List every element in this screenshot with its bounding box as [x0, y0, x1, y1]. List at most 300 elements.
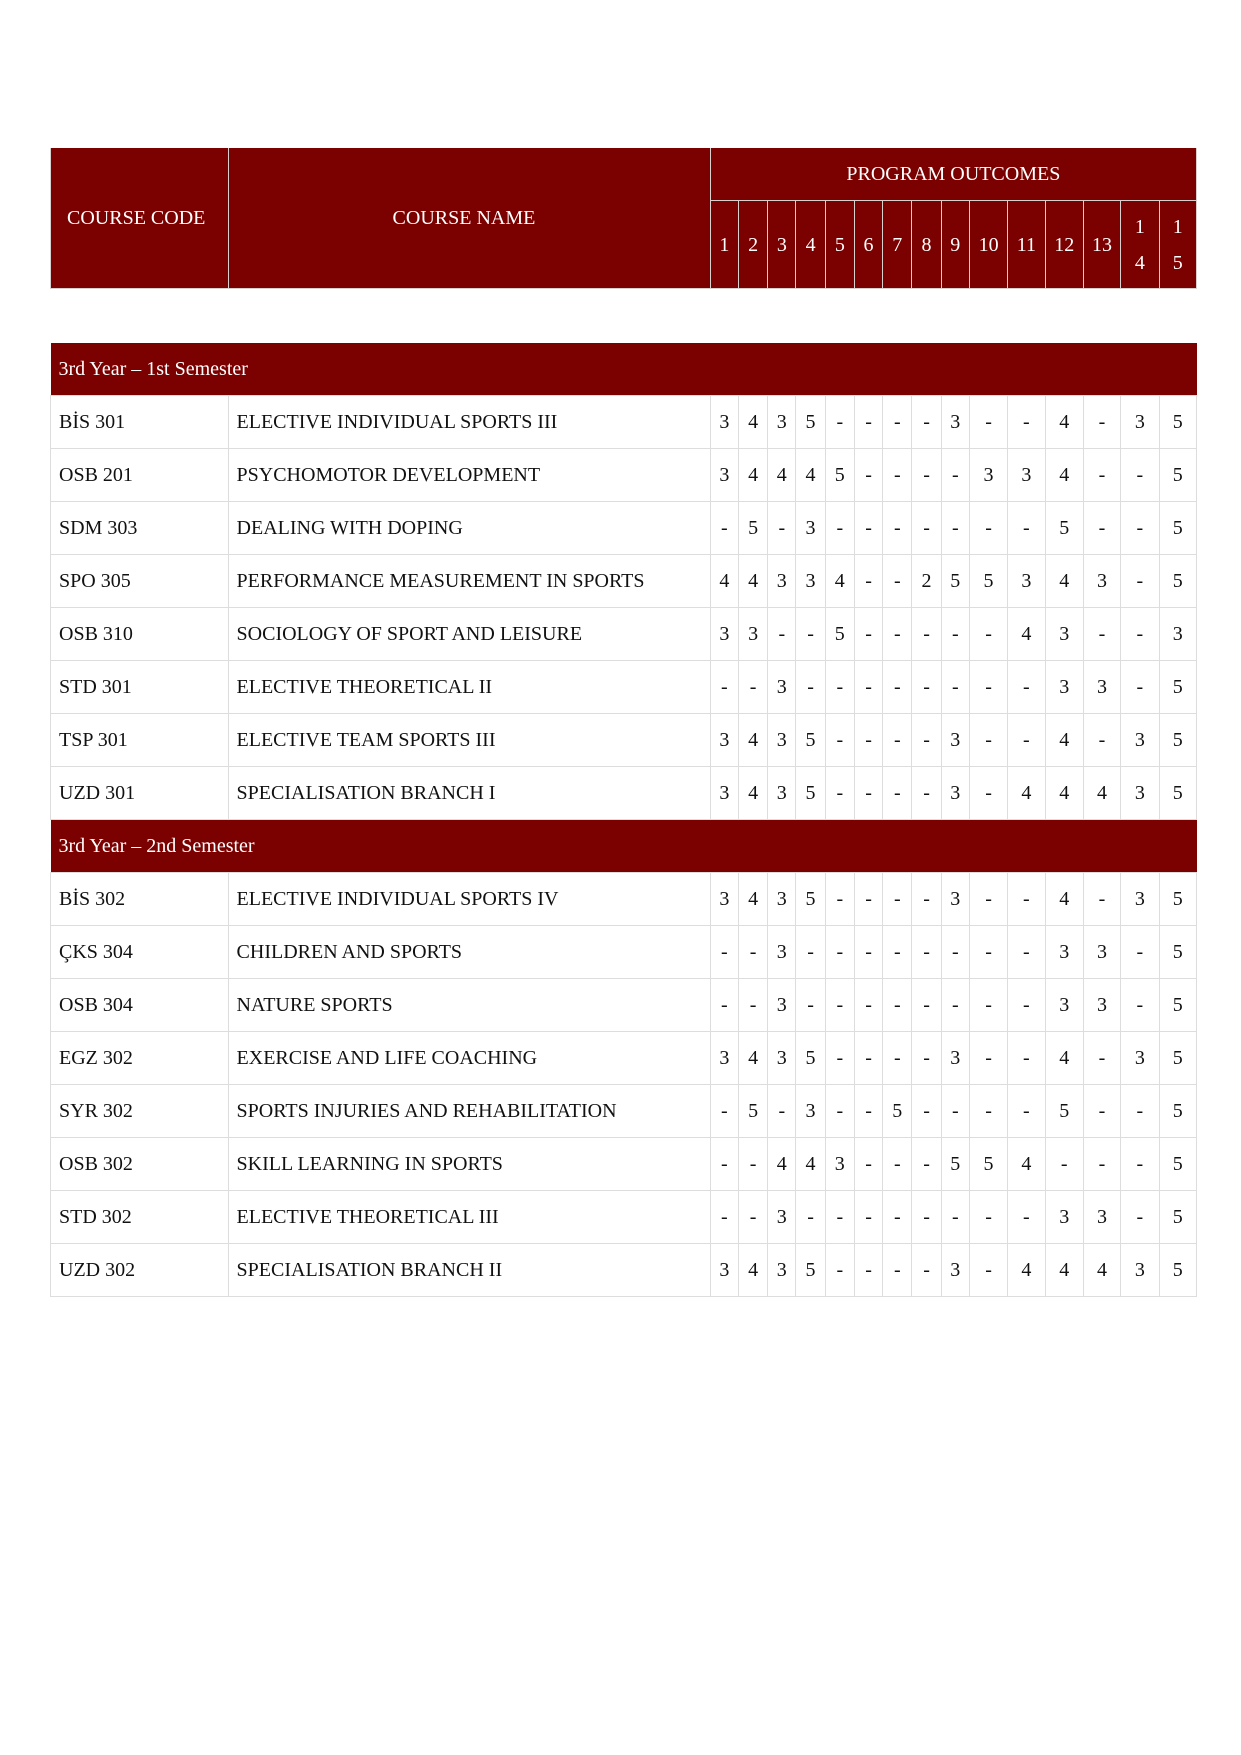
outcome-value: 5 [969, 555, 1007, 608]
outcome-value: - [912, 767, 941, 820]
outcome-value: - [768, 608, 796, 661]
course-name: SPECIALISATION BRANCH I [228, 767, 710, 820]
outcome-value: - [969, 1032, 1007, 1085]
outcome-value: 3 [768, 926, 796, 979]
outcome-number-header: 6 [854, 201, 882, 289]
outcome-number-header: 7 [883, 201, 912, 289]
outcome-value: 3 [768, 1244, 796, 1297]
outcome-value: - [738, 979, 767, 1032]
outcome-value: 3 [1083, 1191, 1120, 1244]
outcome-value: 3 [710, 1032, 738, 1085]
course-code: OSB 304 [51, 979, 229, 1032]
course-name: ELECTIVE INDIVIDUAL SPORTS III [228, 396, 710, 449]
outcome-value: 5 [796, 714, 825, 767]
outcome-value: 5 [1045, 502, 1083, 555]
outcome-value: 4 [1045, 1244, 1083, 1297]
outcome-value: 4 [738, 873, 767, 926]
outcome-value: - [854, 608, 882, 661]
outcome-value: 5 [1159, 926, 1197, 979]
outcome-value: - [883, 926, 912, 979]
outcome-value: 3 [768, 714, 796, 767]
outcome-number-header: 1 [710, 201, 738, 289]
outcome-value: - [1083, 502, 1120, 555]
outcome-value: - [969, 1191, 1007, 1244]
outcome-value: 5 [1159, 979, 1197, 1032]
course-name: ELECTIVE TEAM SPORTS III [228, 714, 710, 767]
course-code: BİS 302 [51, 873, 229, 926]
table-row [51, 1032, 1197, 1085]
outcome-value: - [1008, 396, 1045, 449]
outcome-value: 5 [1159, 449, 1197, 502]
outcome-value: - [883, 1244, 912, 1297]
outcome-value: - [912, 1032, 941, 1085]
outcome-value: - [1008, 1191, 1045, 1244]
outcome-value: - [854, 1032, 882, 1085]
semester-header-row [51, 820, 1197, 873]
outcome-value: - [1083, 396, 1120, 449]
outcome-value: 4 [1083, 767, 1120, 820]
outcome-value: - [854, 873, 882, 926]
table-row [51, 555, 1197, 608]
outcome-value: - [969, 608, 1007, 661]
outcome-value: 3 [941, 767, 969, 820]
outcome-value: 3 [768, 1032, 796, 1085]
outcome-value: - [941, 608, 969, 661]
outcome-value: 4 [796, 449, 825, 502]
outcome-value: - [969, 502, 1007, 555]
outcome-value: - [1008, 979, 1045, 1032]
outcome-value: - [1121, 979, 1159, 1032]
outcome-value: 3 [941, 1244, 969, 1297]
outcome-value: 3 [768, 1191, 796, 1244]
header-row-top [51, 148, 1197, 201]
outcome-value: - [854, 1085, 882, 1138]
outcome-value: 3 [941, 714, 969, 767]
outcome-value: - [1083, 1085, 1120, 1138]
outcome-value: - [941, 1191, 969, 1244]
outcome-value: - [1083, 714, 1120, 767]
course-code: UZD 302 [51, 1244, 229, 1297]
outcome-value: - [883, 661, 912, 714]
outcome-value: - [941, 661, 969, 714]
outcome-number-header: 8 [912, 201, 941, 289]
outcome-value: 4 [1045, 714, 1083, 767]
course-name: ELECTIVE THEORETICAL II [228, 661, 710, 714]
table-row [51, 502, 1197, 555]
semester-title: 3rd Year – 1st Semester [51, 343, 1197, 396]
outcome-value: - [825, 714, 854, 767]
outcome-value: - [941, 979, 969, 1032]
outcome-value: - [912, 1138, 941, 1191]
outcome-value: 4 [768, 449, 796, 502]
outcome-value: - [912, 873, 941, 926]
outcome-value: - [1121, 555, 1159, 608]
table-row [51, 1244, 1197, 1297]
outcome-number-header: 13 [1083, 201, 1120, 289]
outcome-value: 5 [883, 1085, 912, 1138]
outcome-value: - [1121, 449, 1159, 502]
outcome-value: 5 [1159, 714, 1197, 767]
outcome-value: 3 [1083, 661, 1120, 714]
course-code: STD 301 [51, 661, 229, 714]
outcome-value: - [825, 979, 854, 1032]
course-name: SPECIALISATION BRANCH II [228, 1244, 710, 1297]
outcome-value: - [883, 873, 912, 926]
outcome-value: - [969, 873, 1007, 926]
outcome-value: 3 [1083, 979, 1120, 1032]
outcome-value: 5 [1159, 1085, 1197, 1138]
outcome-value: - [825, 767, 854, 820]
outcome-number-header: 12 [1045, 201, 1083, 289]
outcome-value: - [825, 396, 854, 449]
outcome-value: - [969, 714, 1007, 767]
outcome-value: 5 [1159, 555, 1197, 608]
outcome-value: - [1008, 502, 1045, 555]
outcome-number-header: 11 [1008, 201, 1045, 289]
outcome-value: 5 [1159, 502, 1197, 555]
outcome-value: - [854, 555, 882, 608]
outcome-number-header: 2 [738, 201, 767, 289]
outcome-value: - [796, 1191, 825, 1244]
outcome-value: - [1083, 1138, 1120, 1191]
outcome-value: - [912, 396, 941, 449]
outcome-value: 5 [796, 1244, 825, 1297]
outcome-value: - [738, 1138, 767, 1191]
outcome-value: 3 [941, 873, 969, 926]
course-name: PSYCHOMOTOR DEVELOPMENT [228, 449, 710, 502]
outcome-value: - [854, 714, 882, 767]
outcome-value: 5 [941, 555, 969, 608]
course-name: SKILL LEARNING IN SPORTS [228, 1138, 710, 1191]
outcome-value: - [825, 1032, 854, 1085]
outcome-value: 3 [941, 1032, 969, 1085]
outcome-value: - [1008, 714, 1045, 767]
table-row [51, 767, 1197, 820]
outcome-value: 3 [796, 555, 825, 608]
outcome-value: - [883, 449, 912, 502]
course-code: OSB 201 [51, 449, 229, 502]
outcome-value: - [969, 1085, 1007, 1138]
outcome-value: 4 [738, 555, 767, 608]
outcome-value: 5 [796, 873, 825, 926]
outcome-value: - [941, 926, 969, 979]
course-name: SOCIOLOGY OF SPORT AND LEISURE [228, 608, 710, 661]
course-name: ELECTIVE INDIVIDUAL SPORTS IV [228, 873, 710, 926]
outcome-value: - [796, 608, 825, 661]
outcome-value: 3 [1045, 608, 1083, 661]
outcome-value: 4 [796, 1138, 825, 1191]
outcome-value: 4 [738, 449, 767, 502]
outcome-value: - [912, 979, 941, 1032]
outcome-value: 4 [738, 1032, 767, 1085]
outcome-value: - [1121, 1085, 1159, 1138]
outcome-value: 4 [1045, 555, 1083, 608]
outcome-value: 5 [969, 1138, 1007, 1191]
outcome-value: 3 [1008, 449, 1045, 502]
outcome-value: 4 [1045, 449, 1083, 502]
table-row [51, 396, 1197, 449]
outcome-value: 4 [710, 555, 738, 608]
outcomes-header-table [50, 148, 1197, 289]
outcome-value: 3 [710, 714, 738, 767]
outcome-value: - [912, 608, 941, 661]
semester-header-row [51, 343, 1197, 396]
outcome-value: 5 [1159, 1032, 1197, 1085]
outcome-value: - [1083, 1032, 1120, 1085]
outcome-value: - [912, 1244, 941, 1297]
outcome-value: - [883, 979, 912, 1032]
outcome-value: - [1008, 1085, 1045, 1138]
outcome-value: 3 [941, 396, 969, 449]
outcome-value: 3 [768, 979, 796, 1032]
outcome-value: - [883, 714, 912, 767]
outcome-value: 4 [738, 1244, 767, 1297]
outcome-value: - [883, 396, 912, 449]
table-row [51, 873, 1197, 926]
outcome-value: 5 [1159, 873, 1197, 926]
outcome-value: 4 [738, 714, 767, 767]
outcome-value: 5 [941, 1138, 969, 1191]
outcome-value: 4 [738, 396, 767, 449]
outcome-value: - [796, 926, 825, 979]
outcome-value: - [941, 449, 969, 502]
table-row [51, 449, 1197, 502]
outcome-value: 5 [1159, 661, 1197, 714]
outcome-value: 3 [1121, 1032, 1159, 1085]
outcome-value: - [1121, 608, 1159, 661]
outcome-value: - [854, 661, 882, 714]
outcome-number-header: 3 [768, 201, 796, 289]
outcome-value: - [854, 449, 882, 502]
outcome-value: - [1083, 608, 1120, 661]
outcome-value: - [710, 1191, 738, 1244]
outcome-value: - [912, 714, 941, 767]
outcome-value: 3 [738, 608, 767, 661]
outcome-value: - [825, 1085, 854, 1138]
outcome-value: - [1121, 926, 1159, 979]
table-row [51, 661, 1197, 714]
outcome-value: - [969, 979, 1007, 1032]
outcome-value: 4 [1008, 608, 1045, 661]
outcome-value: 3 [796, 1085, 825, 1138]
outcome-number-header: 9 [941, 201, 969, 289]
outcome-value: 4 [1008, 1138, 1045, 1191]
outcome-value: - [969, 396, 1007, 449]
outcome-value: 3 [796, 502, 825, 555]
outcome-value: 3 [1045, 926, 1083, 979]
course-code-header: COURSE CODE [51, 148, 229, 289]
outcome-value: 4 [1008, 767, 1045, 820]
outcome-value: - [1083, 873, 1120, 926]
outcome-value: 5 [1159, 1191, 1197, 1244]
outcome-number-header: 1 4 [1121, 201, 1159, 289]
outcome-value: - [1008, 661, 1045, 714]
outcome-value: - [912, 502, 941, 555]
outcome-value: - [883, 555, 912, 608]
outcome-value: - [796, 979, 825, 1032]
outcome-value: 4 [738, 767, 767, 820]
course-code: EGZ 302 [51, 1032, 229, 1085]
outcome-value: - [854, 1138, 882, 1191]
outcome-value: 4 [1045, 396, 1083, 449]
outcome-value: 4 [768, 1138, 796, 1191]
outcome-value: 3 [768, 767, 796, 820]
outcome-value: 3 [768, 555, 796, 608]
outcome-value: 5 [1159, 1244, 1197, 1297]
outcome-value: - [825, 502, 854, 555]
outcome-value: 4 [1045, 873, 1083, 926]
outcome-value: 4 [1083, 1244, 1120, 1297]
course-outcomes-table [50, 343, 1197, 1297]
outcome-value: 3 [1045, 979, 1083, 1032]
table-row [51, 979, 1197, 1032]
table-row [51, 1138, 1197, 1191]
outcome-value: - [1121, 1191, 1159, 1244]
course-name: DEALING WITH DOPING [228, 502, 710, 555]
outcome-value: - [710, 926, 738, 979]
outcome-value: - [912, 926, 941, 979]
outcome-value: 3 [825, 1138, 854, 1191]
outcome-value: 3 [1045, 661, 1083, 714]
outcome-value: - [912, 661, 941, 714]
outcome-value: 3 [1008, 555, 1045, 608]
outcome-value: - [710, 1085, 738, 1138]
outcome-value: 3 [1045, 1191, 1083, 1244]
course-name: PERFORMANCE MEASUREMENT IN SPORTS [228, 555, 710, 608]
course-code: SDM 303 [51, 502, 229, 555]
course-code: OSB 310 [51, 608, 229, 661]
outcome-number-header: 5 [825, 201, 854, 289]
course-name: ELECTIVE THEORETICAL III [228, 1191, 710, 1244]
outcome-value: 3 [710, 767, 738, 820]
outcome-value: 5 [1159, 767, 1197, 820]
outcome-value: 3 [1083, 555, 1120, 608]
outcome-value: 3 [768, 873, 796, 926]
outcome-value: - [854, 1244, 882, 1297]
course-code: SYR 302 [51, 1085, 229, 1138]
outcome-value: - [825, 873, 854, 926]
outcome-number-header: 4 [796, 201, 825, 289]
outcome-value: 5 [796, 767, 825, 820]
outcome-value: - [912, 1191, 941, 1244]
outcome-value: 5 [796, 396, 825, 449]
course-code: OSB 302 [51, 1138, 229, 1191]
outcome-value: 5 [738, 502, 767, 555]
course-code: STD 302 [51, 1191, 229, 1244]
outcome-value: - [1121, 1138, 1159, 1191]
outcome-value: - [854, 767, 882, 820]
outcome-value: - [1083, 449, 1120, 502]
outcome-value: 5 [825, 449, 854, 502]
outcome-value: 4 [1045, 767, 1083, 820]
outcome-value: - [768, 1085, 796, 1138]
outcome-value: 3 [710, 449, 738, 502]
outcome-value: 3 [1159, 608, 1197, 661]
outcome-value: - [912, 1085, 941, 1138]
outcome-value: - [883, 1138, 912, 1191]
outcome-value: - [738, 1191, 767, 1244]
outcome-value: - [738, 926, 767, 979]
outcome-value: - [854, 396, 882, 449]
outcome-value: - [738, 661, 767, 714]
outcome-value: 5 [1045, 1085, 1083, 1138]
outcome-value: - [825, 1244, 854, 1297]
outcome-value: - [854, 1191, 882, 1244]
outcome-value: 5 [738, 1085, 767, 1138]
table-row [51, 608, 1197, 661]
table-row [51, 1191, 1197, 1244]
outcome-value: - [710, 661, 738, 714]
outcome-value: - [1008, 873, 1045, 926]
outcome-value: 4 [1045, 1032, 1083, 1085]
course-name-header: COURSE NAME [228, 148, 710, 289]
outcome-value: - [854, 979, 882, 1032]
outcome-value: 2 [912, 555, 941, 608]
outcome-value: - [1045, 1138, 1083, 1191]
outcome-value: - [1121, 661, 1159, 714]
outcome-value: 5 [796, 1032, 825, 1085]
outcome-value: - [912, 449, 941, 502]
course-name: CHILDREN AND SPORTS [228, 926, 710, 979]
outcome-value: - [1121, 502, 1159, 555]
outcome-value: 3 [710, 1244, 738, 1297]
outcome-value: 3 [1083, 926, 1120, 979]
outcome-value: - [825, 661, 854, 714]
outcome-value: 3 [1121, 396, 1159, 449]
outcome-value: - [969, 767, 1007, 820]
outcome-value: - [883, 767, 912, 820]
table-row [51, 1085, 1197, 1138]
outcome-value: - [1008, 1032, 1045, 1085]
course-code: UZD 301 [51, 767, 229, 820]
outcome-value: 3 [710, 873, 738, 926]
outcome-value: 3 [1121, 767, 1159, 820]
outcome-value: - [969, 1244, 1007, 1297]
outcome-value: - [883, 608, 912, 661]
course-name: NATURE SPORTS [228, 979, 710, 1032]
outcome-value: - [710, 502, 738, 555]
outcome-value: 3 [1121, 1244, 1159, 1297]
outcome-value: - [796, 661, 825, 714]
outcome-number-header: 10 [969, 201, 1007, 289]
outcome-value: - [854, 502, 882, 555]
semester-title: 3rd Year – 2nd Semester [51, 820, 1197, 873]
outcome-value: 3 [768, 396, 796, 449]
outcome-value: 3 [710, 396, 738, 449]
outcome-value: 3 [969, 449, 1007, 502]
outcome-value: - [883, 502, 912, 555]
course-code: SPO 305 [51, 555, 229, 608]
outcome-value: 5 [1159, 1138, 1197, 1191]
outcome-value: - [1008, 926, 1045, 979]
program-outcomes-header: PROGRAM OUTCOMES [710, 148, 1196, 201]
outcome-value: - [825, 1191, 854, 1244]
outcome-value: 4 [825, 555, 854, 608]
outcome-value: - [883, 1032, 912, 1085]
outcome-number-header: 1 5 [1159, 201, 1196, 289]
outcome-value: - [969, 661, 1007, 714]
outcome-value: - [883, 1191, 912, 1244]
outcome-value: - [854, 926, 882, 979]
course-code: TSP 301 [51, 714, 229, 767]
course-name: EXERCISE AND LIFE COACHING [228, 1032, 710, 1085]
outcome-value: - [941, 502, 969, 555]
outcome-value: - [969, 926, 1007, 979]
outcome-value: 5 [825, 608, 854, 661]
outcome-value: - [710, 979, 738, 1032]
outcome-value: 3 [768, 661, 796, 714]
table-row [51, 926, 1197, 979]
